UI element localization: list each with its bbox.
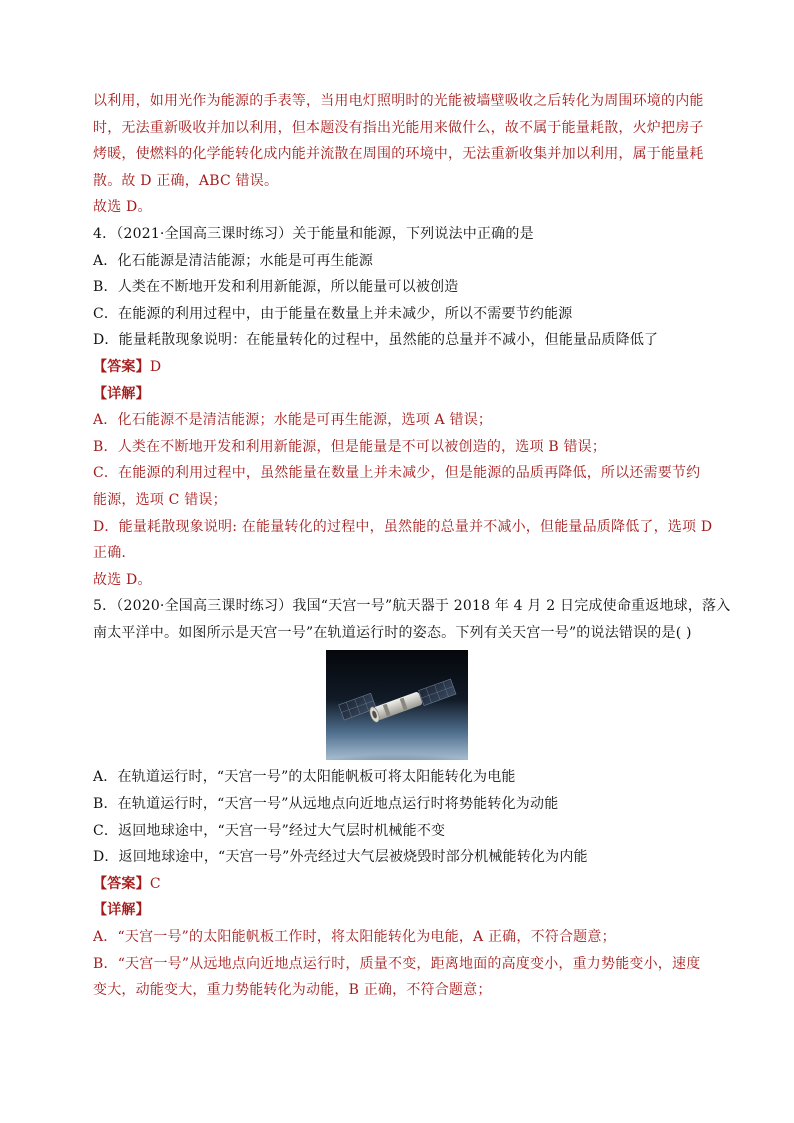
answer-label: 【答案】 [93,358,150,375]
option-c: C．返回地球途中，“天宫一号”经过大气层时机械能不变 [93,822,446,839]
option-a: A．化石能源是清洁能源；水能是可再生能源 [93,252,374,269]
option-b: B．在轨道运行时，“天宫一号”从远地点向近地点运行时将势能转化为动能 [93,796,559,813]
question-5 [93,593,731,1004]
answer-row [93,354,705,381]
detail-line: B．“天宫一号”从远地点向近地点运行时，质量不变，距离地面的高度变小，重力势能变小，速度 [93,955,701,972]
answer-row [93,871,705,898]
detail-line: 能源，选项 C 错误； [93,491,227,508]
explanation-line: 散。故 D 正确，ABC 错误。 [93,172,279,189]
answer-value: D [149,358,162,375]
option-b: B．人类在不断地开发和利用新能源，所以能量可以被创造 [93,279,459,296]
explanation-3 [93,88,705,221]
figure-container [93,646,705,764]
question-stem: 5．（2020·全国高三课时练习）我国“天宫一号”航天器于 2018 年 4 月 2 日完成使命重返地球，落入 [93,598,731,615]
space-station-photo [326,650,468,760]
detail-line: 变大，动能变大，重力势能转化为动能，B 正确，不符合题意； [93,982,492,999]
option-a: A．在轨道运行时，“天宫一号”的太阳能帆板可将太阳能转化为电能 [93,769,516,786]
detail-line: 正确. [93,545,127,562]
detail-conclusion: 故选 D。 [93,571,152,588]
question-4 [93,221,713,593]
explanation-line: 时，无法重新吸收并加以利用，但本题没有指出光能用来做什么，故不属于能量耗散，火炉把房子 [93,119,704,136]
detail-line: C．在能源的利用过程中，虽然能量在数量上并未减少，但是能源的品质再降低，所以还需要节约 [93,465,701,482]
detail-label: 【详解】 [93,385,150,402]
explanation-line: 烤暖，使燃料的化学能转化成内能并流散在周围的环境中，无法重新收集并加以利用，属于能量耗 [93,146,704,163]
option-c: C．在能源的利用过程中，由于能量在数量上并未减少，所以不需要节约能源 [93,305,573,322]
explanation-line: 以利用，如用光作为能源的手表等，当用电灯照明时的光能被墙壁吸收之后转化为周围环境的内能 [93,93,704,109]
question-stem: 4．（2021·全国高三课时练习）关于能量和能源，下列说法中正确的是 [93,225,534,242]
document-page [93,88,731,1004]
detail-line: D．能量耗散现象说明: 在能量转化的过程中，虽然能的总量并不减小，但能量品质降低了，选项 D [93,518,713,535]
question-stem: 南太平洋中。如图所示是天宫一号”在轨道运行时的姿态。下列有关天宫一号”的说法错误的是( ) [93,624,692,641]
option-d: D．返回地球途中，“天宫一号”外壳经过大气层被烧毁时部分机械能转化为内能 [93,849,588,866]
answer-label: 【答案】 [93,875,150,892]
detail-line: B．人类在不断地开发和利用新能源，但是能量是不可以被创造的，选项 B 错误； [93,438,607,455]
option-d: D．能量耗散现象说明：在能量转化的过程中，虽然能的总量并不减小，但能量品质降低了 [93,332,659,349]
detail-label: 【详解】 [93,902,150,919]
answer-value: C [149,875,161,892]
detail-line: A．化石能源不是清洁能源；水能是可再生能源，选项 A 错误； [93,412,493,429]
detail-line: A．“天宫一号”的太阳能帆板工作时，将太阳能转化为电能，A 正确，不符合题意； [93,929,616,946]
explanation-conclusion: 故选 D。 [93,199,152,216]
